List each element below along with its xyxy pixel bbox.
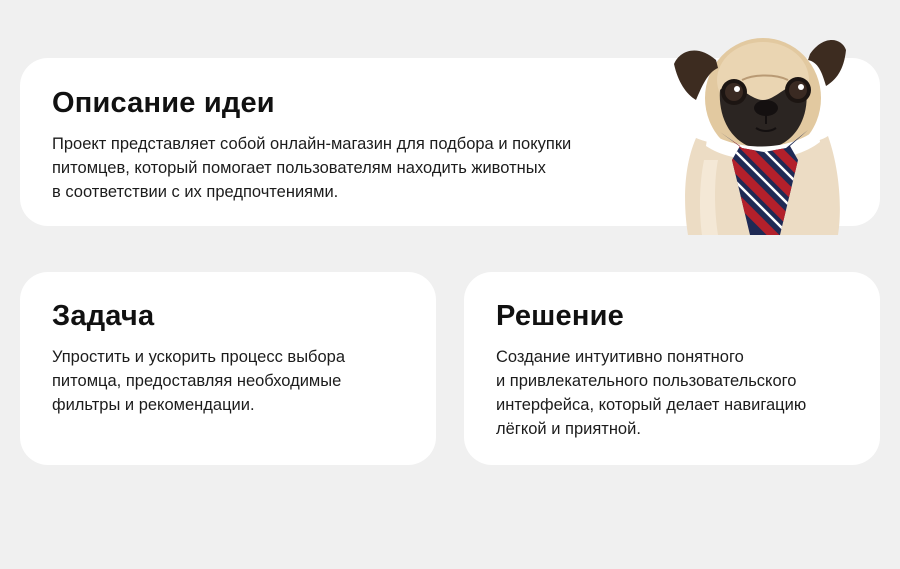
- idea-description-line: питомцев, который помогает пользователям находить животных: [52, 159, 546, 177]
- solution-description: [496, 345, 880, 441]
- solution-description-line: и привлекательного пользовательского: [496, 372, 797, 390]
- solution-description-line: лёгкой и приятной.: [496, 420, 641, 438]
- task-description-line: Упростить и ускорить процесс выбора: [52, 348, 346, 366]
- solution-card: [464, 272, 880, 465]
- idea-title: Описание идеи: [52, 87, 275, 119]
- pug-with-tie-photo: [668, 20, 846, 235]
- solution-description-line: интерфейса, который делает навигацию: [496, 396, 807, 414]
- task-description-line: питомца, предоставляя необходимые: [52, 372, 342, 390]
- task-title: Задача: [52, 300, 155, 332]
- solution-description-line: Создание интуитивно понятного: [496, 348, 744, 366]
- task-description: [52, 345, 436, 417]
- task-card: [20, 272, 436, 465]
- idea-description-line: в соответствии с их предпочтениями.: [52, 183, 339, 201]
- task-description-line: фильтры и рекомендации.: [52, 396, 255, 414]
- idea-description-line: Проект представляет собой онлайн-магазин для подбора и покупки: [52, 135, 572, 153]
- solution-title: Решение: [496, 300, 624, 332]
